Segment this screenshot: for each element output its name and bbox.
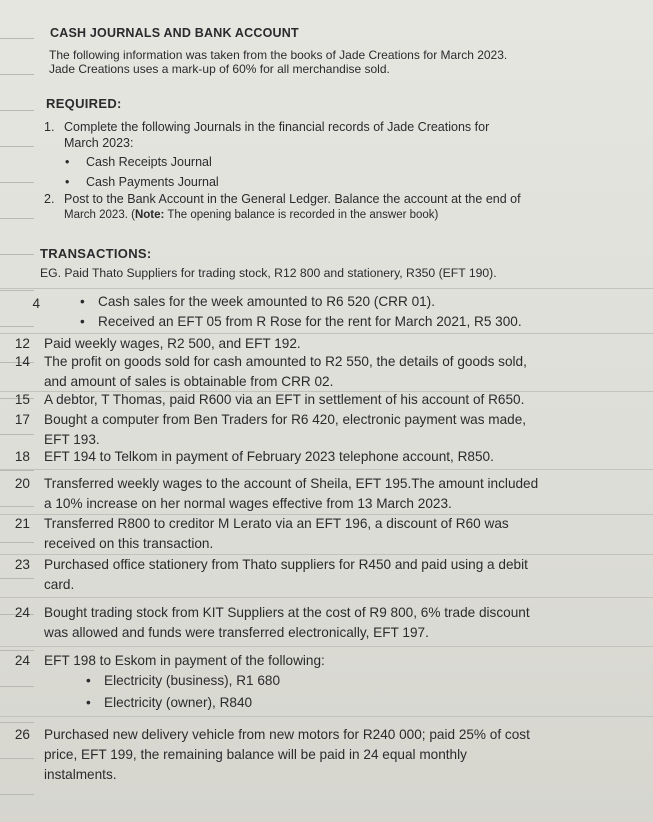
transaction-text: EFT 198 to Eskom in payment of the following:: [44, 653, 325, 668]
transaction-day: 15: [14, 392, 30, 407]
transactions-heading: TRANSACTIONS:: [40, 246, 152, 261]
transaction-text: Cash sales for the week amounted to R6 520 (CRR 01).: [98, 294, 435, 309]
transaction-text: A debtor, T Thomas, paid R600 via an EFT in settlement of his account of R650.: [44, 392, 525, 407]
required-item-2-line-2: [64, 208, 604, 224]
transaction-day: 21: [14, 516, 30, 531]
required-item-1-line-2: March 2023:: [64, 135, 134, 150]
transaction-text: Received an EFT 05 from R Rose for the rent for March 2021, R5 300.: [98, 314, 522, 329]
divider: [0, 716, 653, 717]
required-item-1-line-1: Complete the following Journals in the financial records of Jade Creations for: [64, 120, 490, 134]
transaction-line: card.: [44, 577, 75, 592]
example-transaction: [40, 266, 497, 280]
note-label: Note:: [134, 208, 165, 221]
transaction-text: [44, 410, 624, 450]
transaction-line: instalments.: [44, 767, 117, 782]
transaction-text: [44, 514, 624, 554]
example-text: Paid Thato Suppliers for trading stock, R12 800 and stationery, R350 (EFT 190).: [64, 266, 497, 280]
required-item-2-number: 2.: [44, 192, 55, 206]
transaction-text: Electricity (business), R1 680: [104, 673, 281, 688]
transaction-line: Transferred R800 to creditor M Lerato via an EFT 196, a discount of R60 was: [44, 516, 509, 531]
document-title: CASH JOURNALS AND BANK ACCOUNT: [50, 26, 299, 40]
intro-line-1: The following information was taken from the books of Jade Creations for March 2023.: [49, 48, 508, 62]
transaction-line: Bought trading stock from KIT Suppliers at the cost of R9 800, 6% trade discount: [44, 605, 530, 620]
transaction-day: 24: [14, 605, 30, 620]
journal-bullet-cash-receipts: • Cash Receipts Journal: [44, 155, 604, 171]
transaction-day: 17: [14, 412, 30, 427]
transaction-text: Electricity (owner), R840: [104, 695, 253, 710]
transaction-line: Purchased new delivery vehicle from new motors for R240 000; paid 25% of cost: [44, 727, 530, 742]
required-item-2: [44, 192, 604, 223]
transaction-line: Bought a computer from Ben Traders for R6 420, electronic payment was made,: [44, 412, 527, 427]
transaction-line: Transferred weekly wages to the account of Sheila, EFT 195.The amount included: [44, 476, 539, 491]
bullet-dot: •: [86, 673, 91, 688]
transaction-day: 14: [14, 354, 30, 369]
bullet-dot: •: [86, 695, 91, 710]
bullet-dot: •: [80, 294, 85, 309]
example-label: EG.: [40, 266, 61, 280]
transaction-text: Paid weekly wages, R2 500, and EFT 192.: [44, 336, 301, 351]
transaction-line: and amount of sales is obtainable from CRR 02.: [44, 374, 334, 389]
transaction-day: 24: [14, 653, 30, 668]
transaction-text: [44, 725, 624, 785]
required-list: [44, 120, 604, 223]
divider: [0, 288, 653, 289]
transaction-line: EFT 193.: [44, 432, 100, 447]
transaction-text: [44, 555, 624, 595]
divider: [0, 469, 653, 470]
transaction-line: was allowed and funds were transferred electronically, EFT 197.: [44, 625, 429, 640]
divider: [0, 646, 653, 647]
transaction-text: EFT 194 to Telkom in payment of February 2023 telephone account, R850.: [44, 449, 494, 464]
transaction-line: a 10% increase on her normal wages effective from 13 March 2023.: [44, 496, 452, 511]
transaction-day: 4: [32, 296, 40, 311]
intro-line-2: Jade Creations uses a mark-up of 60% for all merchandise sold.: [49, 62, 390, 76]
transaction-line: Purchased office stationery from Thato suppliers for R450 and paid using a debit: [44, 557, 528, 572]
required-item-2-line-2a: March 2023. (: [64, 208, 135, 221]
transaction-line: price, EFT 199, the remaining balance will be paid in 24 equal monthly: [44, 747, 467, 762]
required-heading: REQUIRED:: [46, 96, 122, 111]
journal-bullet-cash-payments: • Cash Payments Journal: [44, 175, 604, 191]
transaction-day: 26: [14, 727, 30, 742]
divider: [0, 597, 653, 598]
transaction-text: [44, 352, 624, 392]
transaction-day: 20: [14, 476, 30, 491]
transaction-day: 12: [14, 336, 30, 351]
transaction-line: received on this transaction.: [44, 536, 214, 551]
transaction-day: 18: [14, 449, 30, 464]
transaction-text: [44, 474, 624, 514]
transaction-day: 23: [14, 557, 30, 572]
required-item-1-number: 1.: [44, 120, 55, 134]
required-item-2-line-2b: The opening balance is recorded in the answer book): [164, 208, 439, 221]
required-item-1: [44, 120, 604, 151]
intro-text: [49, 48, 609, 76]
transaction-text: [44, 603, 624, 643]
transaction-line: The profit on goods sold for cash amounted to R2 550, the details of goods sold,: [44, 354, 527, 369]
required-item-2-line-1: Post to the Bank Account in the General Ledger. Balance the account at the end of: [64, 192, 521, 206]
bullet-dot: •: [80, 314, 85, 329]
